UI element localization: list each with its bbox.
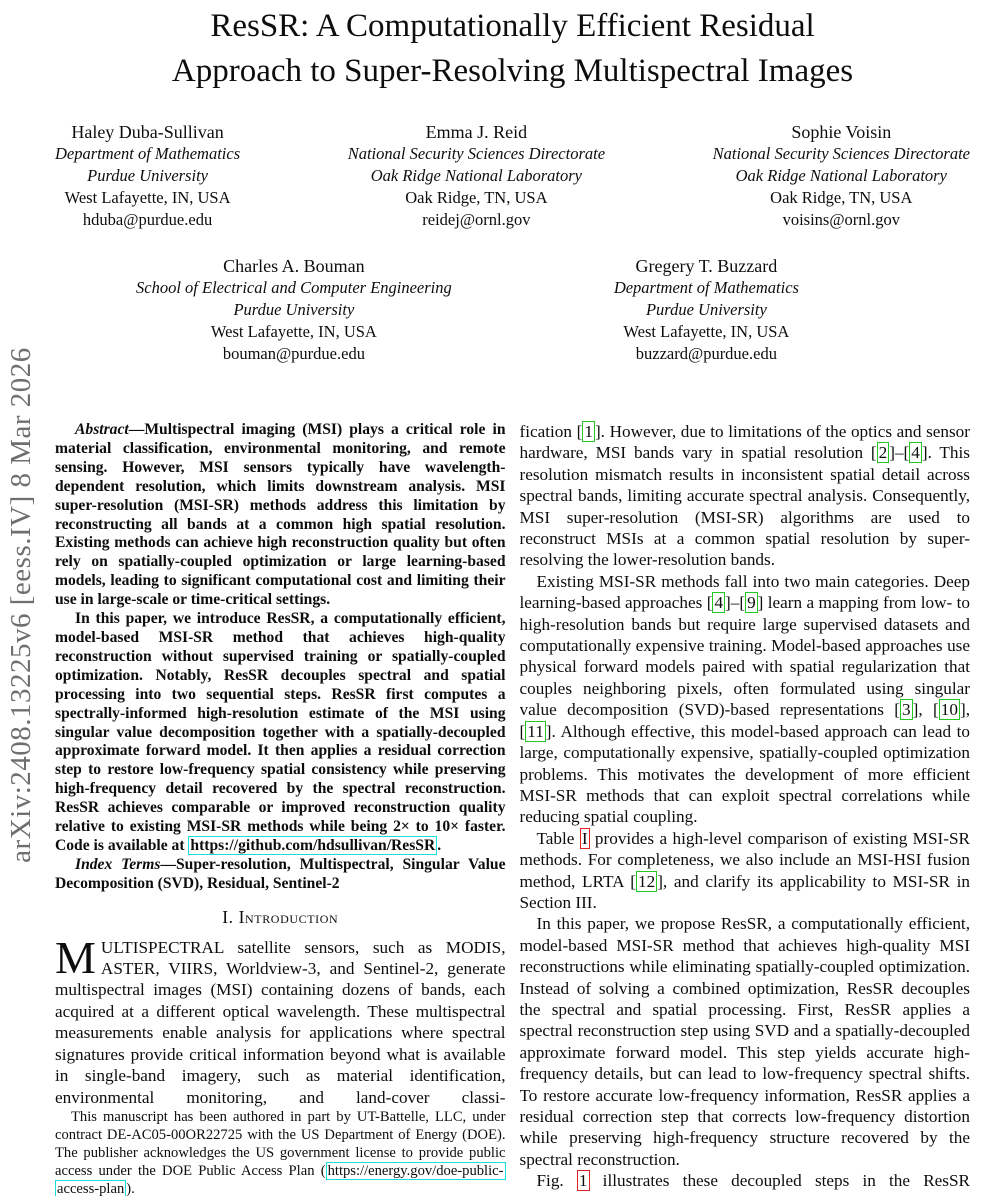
body-paragraph: Existing MSI-SR methods fall into two main categories. Deep learning-based approaches [ 4 ]–[ 9 ] learn a mapping from low- to high-resolution bands but require large supervised datasets and computationally expensive training. Model-based approaches use physical forward models paired with spatial regularization that couples neighboring pixels, often formulated using singular value decomposition (SVD)-based representations [ 3 ], [ 10 ], [ 11 ]. Although effective, this model-based approach can lead to large, computationally expensive, spatially-coupled optimization problems. This motivates the development of more efficient MSI-SR methods that can exploit spectral correlations while reducing spatial coupling. <box>519 571 970 827</box>
author-block-4 <box>136 255 452 365</box>
author-institution: Oak Ridge National Laboratory <box>370 166 583 185</box>
author-name: Haley Duba-Sullivan <box>71 122 224 142</box>
author-institution: Oak Ridge National Laboratory <box>735 166 947 185</box>
two-column-body <box>55 421 970 1196</box>
paragraph-label: Abstract <box>75 421 129 438</box>
url-link[interactable]: https://energy.gov/doe-public-access-plan <box>57 1162 504 1196</box>
citation-link[interactable]: 4 <box>911 443 920 463</box>
intro-paragraph: MULTISPECTRAL satellite sensors, such as MODIS, ASTER, VIIRS, Worldview-3, and Sentinel-2, generate multispectral images (MSI) containing dozens of bands, each acquired at a different optical wavelength. These multispectral measurements enable analysis for applications where spectral signatures provide critical information beyond what is available in single-band imagery, such as material identification, environmental monitoring, and land-cover classi- <box>55 931 506 1107</box>
paragraph-label: Index Terms <box>75 855 161 873</box>
author-name: Emma J. Reid <box>425 122 528 142</box>
author-department: National Security Sciences Directorate <box>712 144 970 163</box>
paper-title-line1: ResSR: A Computationally Efficient Residual <box>210 8 815 44</box>
paper-title <box>55 4 970 94</box>
index-terms: Index Terms—Super-resolution, Multispectral, Singular Value Decomposition (SVD), Residual, Sentinel-2 <box>55 855 506 892</box>
internal-ref-link[interactable]: 1 <box>578 1171 588 1191</box>
drop-cap: M <box>55 931 96 983</box>
author-location: West Lafayette, IN, USA <box>64 188 231 207</box>
section-heading-introduction: I. Introduction <box>222 906 339 927</box>
author-department: School of Electrical and Computer Engineering <box>136 278 452 297</box>
paper-content <box>55 4 970 1196</box>
body-paragraph: Fig. 1 illustrates these decoupled steps in the ResSR <box>536 1171 970 1191</box>
funding-footnote: This manuscript has been authored in part by UT-Battelle, LLC, under contract DE-AC05-00OR22725 with the US Department of Energy (DOE). The publisher acknowledges the US government license to provide public access under the DOE Public Access Plan ( https://energy.gov/doe-public-access-plan ). <box>55 1108 506 1196</box>
author-name: Charles A. Bouman <box>223 256 365 276</box>
author-institution: Purdue University <box>233 300 355 319</box>
author-location: Oak Ridge, TN, USA <box>405 188 548 207</box>
author-location: West Lafayette, IN, USA <box>623 322 790 341</box>
abstract-paragraph-2: In this paper, we introduce ResSR, a computationally efficient, model-based MSI-SR method that achieves high-quality reconstruction without supervised training or spatially-coupled optimization. Notably, ResSR decouples spectral and spatial processing into two sequential steps. ResSR first computes a spectrally-informed high-resolution estimate of the MSI using singular value decomposition together with a spatially-decoupled approximate forward model. It then applies a residual correction step to restore low-frequency spatial consistency while preserving high-frequency detail recovered by the spectral reconstruction. ResSR achieves comparable or improved reconstruction quality relative to existing MSI-SR methods while being 2× to 10× faster. Code is available at https://github.com/hdsullivan/ResSR . <box>55 610 506 854</box>
author-email: bouman@purdue.edu <box>222 344 365 363</box>
paper-title-line2: Approach to Super-Resolving Multispectral Images <box>171 53 854 89</box>
authors-row-2 <box>55 255 970 365</box>
author-department: National Security Sciences Directorate <box>347 144 606 163</box>
author-location: West Lafayette, IN, USA <box>210 322 377 341</box>
citation-link[interactable]: 3 <box>902 700 911 720</box>
author-block-5 <box>614 255 799 365</box>
authors-row-1 <box>55 121 970 231</box>
author-email: reidej@ornl.gov <box>422 210 531 229</box>
author-email: buzzard@purdue.edu <box>635 344 777 363</box>
author-block-1 <box>55 121 240 231</box>
author-email: voisins@ornl.gov <box>782 210 900 229</box>
citation-link[interactable]: 4 <box>714 593 724 613</box>
body-paragraph: fication [ 1 ]. However, due to limitations of the optics and sensor hardware, MSI bands vary in spatial resolution [ 2 ]–[ 4 ]. This resolution mismatch results in inconsistent spatial detail across spectral bands, limiting accurate spectral analysis. Consequently, MSI super-resolution (MSI-SR) algorithms are used to reconstruct MSIs at a common spatial resolution by super-resolving the lower-resolution bands. <box>519 422 970 570</box>
citation-link[interactable]: 11 <box>527 721 544 741</box>
right-column <box>520 421 971 1196</box>
url-link[interactable]: https://github.com/hdsullivan/ResSR <box>190 836 436 854</box>
left-column <box>55 421 506 1196</box>
author-department: Department of Mathematics <box>55 144 241 163</box>
author-institution: Purdue University <box>87 166 208 185</box>
internal-ref-link[interactable]: I <box>581 828 588 848</box>
arxiv-watermark: arXiv:2408.13225v6 [eess.IV] 8 Mar 2026 <box>5 347 37 863</box>
citation-link[interactable]: 1 <box>584 422 593 441</box>
author-department: Department of Mathematics <box>613 278 799 297</box>
author-name: Gregery T. Buzzard <box>635 256 778 276</box>
abstract-paragraph-1: Abstract—Multispectral imaging (MSI) plays a critical role in material classification, environmental monitoring, and remote sensing. However, MSI sensors typically have wavelength-dependent resolution, which limits downstream analysis. MSI super-resolution (MSI-SR) methods address this limitation by reconstructing all bands at a common high spatial resolution. Existing methods can achieve high reconstruction quality but often rely on spatially-coupled optimization or large learning-based models, leading to significant computational cost and limiting their use in large-scale or time-critical settings. <box>55 421 506 609</box>
author-name: Sophie Voisin <box>791 122 892 142</box>
author-block-3 <box>713 121 970 231</box>
body-paragraph: In this paper, we propose ResSR, a computationally efficient, model-based MSI-SR method that achieves high-quality MSI reconstructions while eliminating spatially-coupled optimization. Instead of solving a combined optimization, ResSR decouples the spectral and spatial processing. First, ResSR applies a spectral reconstruction step using SVD and a spatially-decoupled approximate forward model. This step yields accurate high-frequency details, but can lead to low-frequency spectral shifts. To restore accurate low-frequency information, ResSR applies a residual correction step that corrects low-frequency distortion while preserving high-frequency structure recovered by the spectral reconstruction. <box>519 914 970 1169</box>
author-institution: Purdue University <box>645 300 767 319</box>
citation-link[interactable]: 10 <box>940 700 958 720</box>
citation-link[interactable]: 2 <box>878 443 888 463</box>
author-block-2 <box>348 121 605 231</box>
citation-link[interactable]: 9 <box>747 593 756 613</box>
author-email: hduba@purdue.edu <box>82 210 213 229</box>
citation-link[interactable]: 12 <box>638 871 656 891</box>
author-location: Oak Ridge, TN, USA <box>770 188 913 207</box>
body-paragraph: Table I provides a high-level comparison of existing MSI-SR methods. For completeness, we also include an MSI-HSI fusion method, LRTA [ 12 ], and clarify its applicability to MSI-SR in Section III. <box>519 828 970 912</box>
